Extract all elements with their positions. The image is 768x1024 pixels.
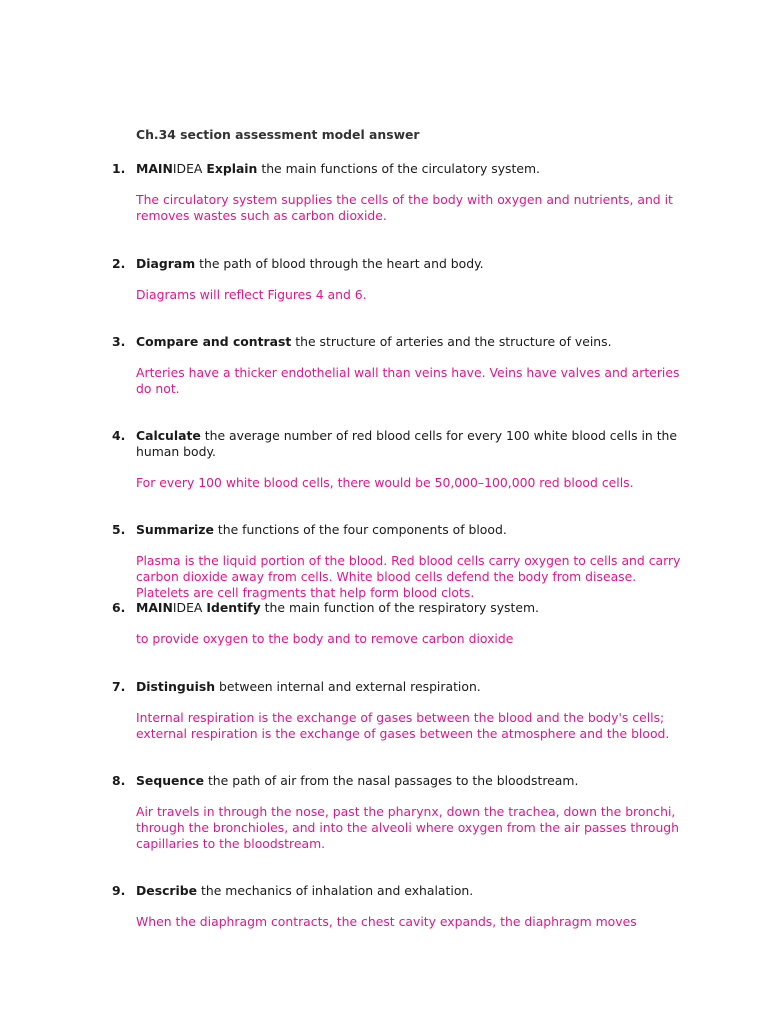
idea-label: IDEA — [172, 600, 203, 615]
model-answer: Arteries have a thicker endothelial wall than veins have. Veins have valves and arteries do not. — [136, 365, 680, 396]
question-verb: Summarize — [136, 522, 214, 537]
model-answer: to provide oxygen to the body and to remove carbon dioxide — [136, 631, 514, 646]
question-number: 1. — [112, 161, 126, 176]
question-verb: Distinguish — [136, 679, 216, 694]
question-5 — [112, 522, 682, 601]
model-answer: Plasma is the liquid portion of the blood. Red blood cells carry oxygen to cells and carry carbon dioxide away from cells. White blood cells defend the body from disease. Platelets are cell fragments that help form blood clots. — [136, 553, 681, 600]
question-text: the path of air from the nasal passages to the bloodstream. — [207, 773, 579, 788]
main-label: MAIN — [136, 161, 173, 176]
question-prompt — [136, 161, 682, 177]
question-prompt — [136, 334, 682, 350]
question-number: 4. — [112, 428, 126, 443]
question-number: 9. — [112, 883, 126, 898]
question-text: the path of blood through the heart and body. — [199, 256, 484, 271]
question-6 — [112, 600, 682, 647]
question-verb: Identify — [206, 600, 261, 615]
question-text: the functions of the four components of blood. — [217, 522, 507, 537]
question-9 — [112, 883, 682, 930]
question-number: 3. — [112, 334, 126, 349]
question-prompt — [136, 522, 682, 538]
question-prompt — [136, 600, 682, 616]
question-3 — [112, 334, 682, 397]
question-text: the main function of the respiratory system. — [264, 600, 539, 615]
model-answer: For every 100 white blood cells, there would be 50,000–100,000 red blood cells. — [136, 475, 634, 490]
question-text: the main functions of the circulatory system. — [261, 161, 540, 176]
question-verb: Compare and contrast — [136, 334, 292, 349]
idea-label: IDEA — [172, 161, 203, 176]
question-number: 7. — [112, 679, 126, 694]
question-verb: Calculate — [136, 428, 201, 443]
question-verb: Sequence — [136, 773, 204, 788]
question-prompt — [136, 256, 682, 272]
question-number: 6. — [112, 600, 126, 615]
question-text: the average number of red blood cells for every 100 white blood cells in the human body. — [136, 428, 678, 459]
question-text: the structure of arteries and the structure of veins. — [295, 334, 612, 349]
model-answer: Internal respiration is the exchange of gases between the blood and the body's cells; external respiration is the exchange of gases between the atmosphere and the blood. — [136, 710, 670, 741]
question-number: 8. — [112, 773, 126, 788]
question-1 — [112, 161, 682, 224]
question-verb: Explain — [206, 161, 258, 176]
question-text: between internal and external respiration. — [219, 679, 481, 694]
question-text: the mechanics of inhalation and exhalation. — [201, 883, 474, 898]
question-prompt — [136, 773, 682, 789]
model-answer: The circulatory system supplies the cells of the body with oxygen and nutrients, and it removes wastes such as carbon dioxide. — [136, 192, 673, 223]
main-label: MAIN — [136, 600, 173, 615]
document-title: Ch.34 section assessment model answer — [136, 127, 420, 142]
question-7 — [112, 679, 682, 742]
question-number: 5. — [112, 522, 126, 537]
question-verb: Describe — [136, 883, 198, 898]
question-number: 2. — [112, 256, 126, 271]
model-answer: Diagrams will reflect Figures 4 and 6. — [136, 287, 367, 302]
question-4 — [112, 428, 682, 491]
model-answer: Air travels in through the nose, past the pharynx, down the trachea, down the bronchi, through the bronchioles, and into the alveoli where oxygen from the air passes through capillaries to the bloodstream. — [136, 804, 680, 851]
question-prompt — [136, 679, 682, 695]
question-prompt — [136, 883, 682, 899]
question-verb: Diagram — [136, 256, 196, 271]
model-answer: When the diaphragm contracts, the chest cavity expands, the diaphragm moves — [136, 914, 637, 929]
question-prompt — [136, 428, 682, 460]
question-2 — [112, 256, 682, 303]
question-8 — [112, 773, 682, 852]
